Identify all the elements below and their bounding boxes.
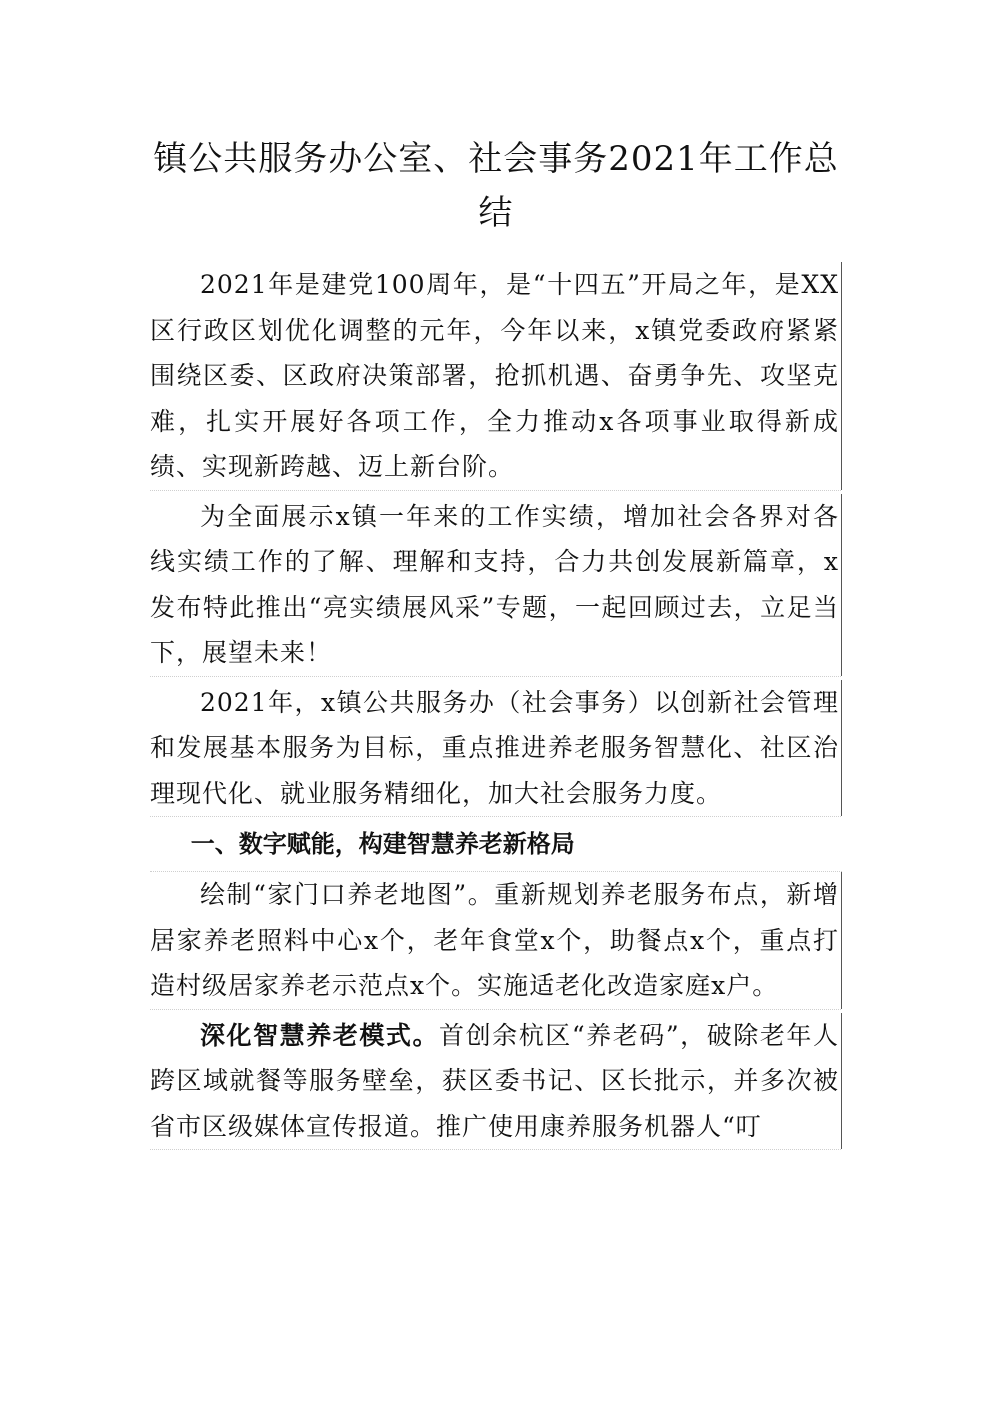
paragraph-intro: 2021年是建党100周年，是“十四五”开局之年，是XX区行政区划优化调整的元年，今年以来，x镇党委政府紧紧围绕区委、区政府决策部署，抢抓机遇、奋勇争先、攻坚克难，扎实开展好各项工作，全力推动x各项事业取得新成绩、实现新跨越、迈上新台阶。 [150,262,842,490]
paragraph-lead-body: 首创余杭区“养老码”，破除老年人跨区域就餐等服务壁垒，获区委书记、区长批示，并多次被省市区级媒体宣传报道。推广使用康养服务机器人“叮 [150,1020,839,1141]
paragraph-lead: 深化智慧养老模式。 [200,1020,440,1050]
paragraph-overview: 2021年，x镇公共服务办（社会事务）以创新社会管理和发展基本服务为目标，重点推进养老服务智慧化、社区治理现代化、就业服务精细化，加大社会服务力度。 [150,680,842,817]
document-title: 镇公共服务办公室、社会事务2021年工作总结 [153,139,839,233]
paragraph-smart-elder [150,1013,842,1150]
document-body [150,262,842,1149]
section-heading: 一、数字赋能，构建智慧养老新格局 [150,816,842,872]
paragraph-feature: 为全面展示x镇一年来的工作实绩，增加社会各界对各线实绩工作的了解、理解和支持，合力共创发展新篇章，x发布特此推出“亮实绩展风采”专题，一起回顾过去，立足当下，展望未来！ [150,494,842,676]
paragraph-elder-map: 绘制“家门口养老地图”。重新规划养老服务布点，新增居家养老照料中心x个，老年食堂x个，助餐点x个，重点打造村级居家养老示范点x个。实施适老化改造家庭x户。 [150,872,842,1009]
